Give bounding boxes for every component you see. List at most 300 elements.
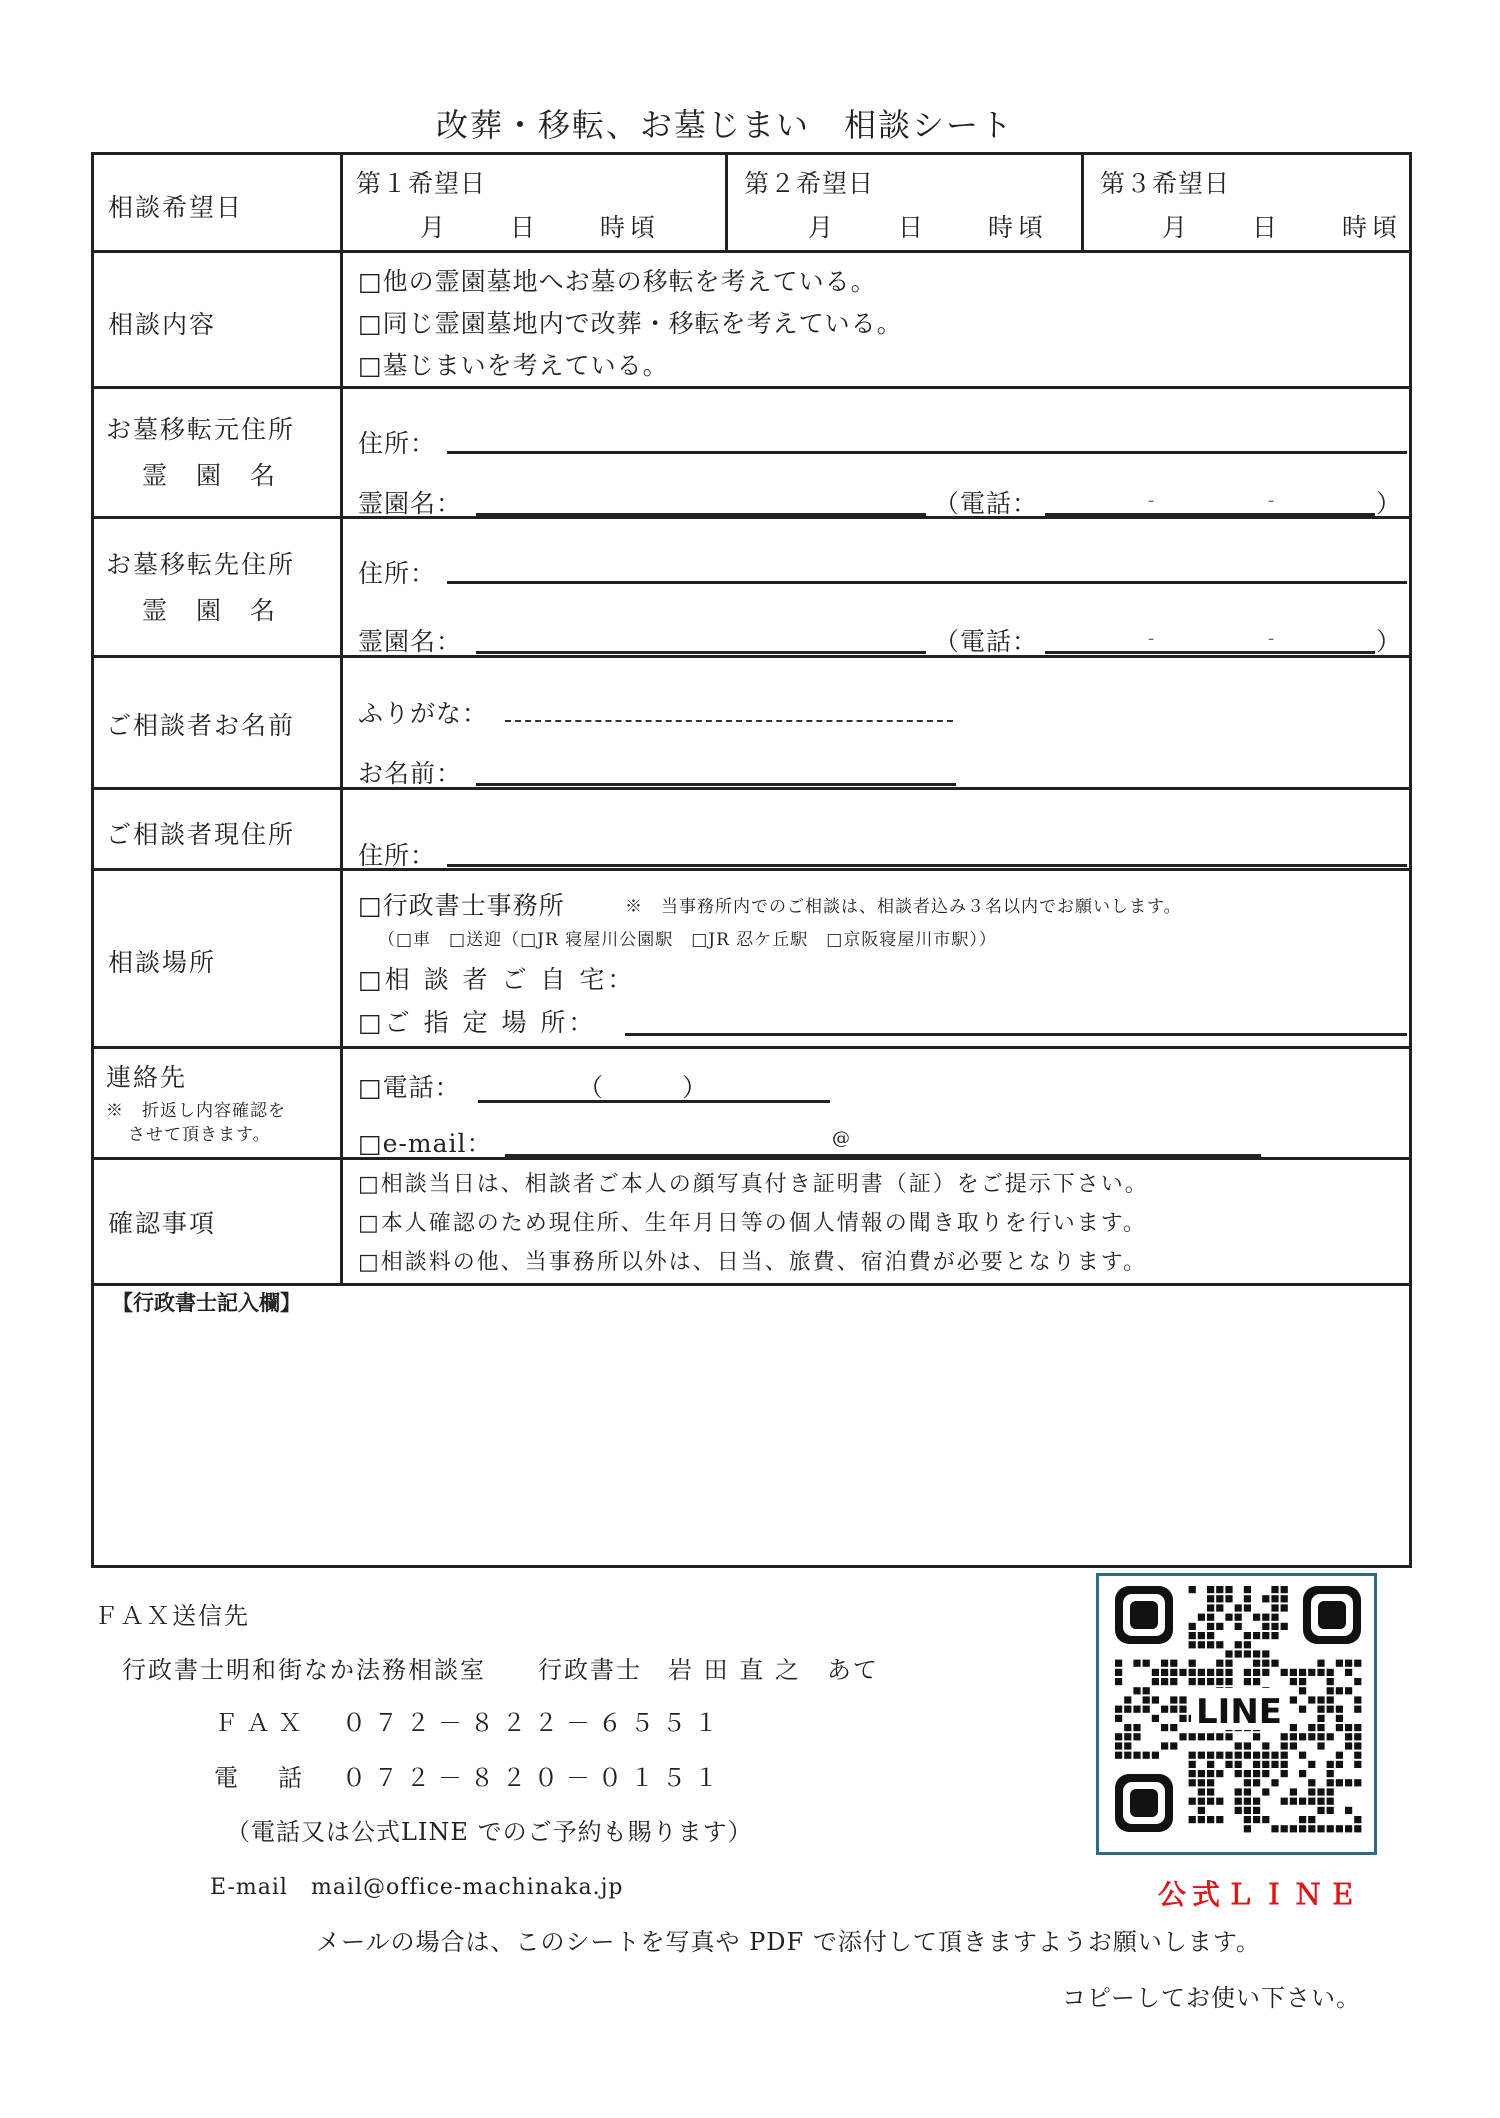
qr-module	[1354, 1706, 1361, 1713]
qr-code-image	[1099, 1576, 1374, 1852]
qr-module	[1244, 1816, 1251, 1823]
qr-module	[1253, 1816, 1260, 1823]
label-applicant-address: ご相談者現住所	[106, 820, 296, 849]
origin-address-label: 住所：	[358, 429, 437, 458]
office-use-label: 【行政書士記入欄】	[112, 1291, 301, 1315]
qr-module	[1225, 1752, 1232, 1759]
name-input[interactable]	[476, 783, 956, 786]
qr-module	[1345, 1733, 1352, 1740]
qr-module	[1143, 1687, 1150, 1694]
origin-phone-input[interactable]	[1045, 513, 1375, 516]
qr-module	[1336, 1761, 1343, 1768]
qr-module	[1271, 1614, 1278, 1621]
qr-module	[1327, 1687, 1334, 1694]
qr-module	[1327, 1669, 1334, 1676]
destination-phone-sep: -	[1268, 628, 1276, 649]
copy-note: コピーしてお使い下さい。	[1062, 1984, 1362, 2012]
qr-module	[1281, 1752, 1288, 1759]
label-destination-address: お墓移転先住所	[106, 550, 296, 579]
label-destination-cemetery: 霊 園 名	[142, 596, 278, 625]
qr-module	[1143, 1706, 1150, 1713]
qr-module	[1170, 1678, 1177, 1685]
qr-module	[1207, 1761, 1214, 1768]
qr-module	[1225, 1678, 1232, 1685]
qr-module	[1161, 1669, 1168, 1676]
qr-module	[1327, 1733, 1334, 1740]
qr-module	[1124, 1742, 1131, 1749]
qr-module	[1345, 1724, 1352, 1731]
qr-module	[1124, 1706, 1131, 1713]
qr-module	[1133, 1752, 1140, 1759]
furigana-label: ふりがな：	[358, 699, 489, 728]
qr-module	[1225, 1614, 1232, 1621]
place-transport-options[interactable]: （□車 □送迎（□JR 寝屋川公園駅 □JR 忍ケ丘駅 □京阪寝屋川市駅））	[378, 930, 997, 950]
qr-module	[1317, 1715, 1324, 1722]
destination-address-label: 住所：	[358, 559, 437, 588]
qr-module	[1336, 1724, 1343, 1731]
origin-phone-close: ）	[1376, 489, 1403, 518]
qr-module	[1262, 1788, 1269, 1795]
qr-module	[1345, 1660, 1352, 1667]
qr-module	[1345, 1779, 1352, 1786]
qr-module	[1179, 1706, 1186, 1713]
qr-finder-bottom-left	[1115, 1774, 1173, 1832]
qr-module	[1161, 1724, 1168, 1731]
qr-module	[1189, 1770, 1196, 1777]
qr-module	[1354, 1724, 1361, 1731]
qr-module	[1216, 1660, 1223, 1667]
page-title: 改葬・移転、お墓じまい 相談シート	[436, 106, 1015, 144]
qr-module	[1244, 1632, 1251, 1639]
qr-module	[1216, 1669, 1223, 1676]
qr-module	[1198, 1733, 1205, 1740]
qr-module	[1336, 1779, 1343, 1786]
origin-phone-sep: -	[1148, 490, 1156, 511]
qr-module	[1253, 1632, 1260, 1639]
date-option-2-fields[interactable]: 月 日 時頃	[808, 213, 1049, 242]
qr-module	[1271, 1779, 1278, 1786]
label-origin-cemetery: 霊 園 名	[142, 461, 278, 490]
qr-module	[1308, 1825, 1315, 1832]
qr-module	[1244, 1586, 1251, 1593]
qr-module	[1317, 1733, 1324, 1740]
qr-module	[1152, 1669, 1159, 1676]
place-option-home[interactable]: □相 談 者 ご 自 宅：	[358, 965, 636, 994]
qr-module	[1299, 1752, 1306, 1759]
qr-module	[1152, 1678, 1159, 1685]
qr-module	[1225, 1660, 1232, 1667]
qr-module	[1198, 1678, 1205, 1685]
qr-module	[1115, 1706, 1122, 1713]
qr-module	[1308, 1724, 1315, 1731]
qr-module	[1244, 1798, 1251, 1805]
qr-module	[1179, 1715, 1186, 1722]
contact-phone-label[interactable]: □電話：	[358, 1073, 461, 1102]
qr-module	[1170, 1742, 1177, 1749]
place-office-note: ※ 当事務所内でのご相談は、相談者込み３名以内でお願いします。	[625, 897, 1182, 917]
qr-module	[1327, 1798, 1334, 1805]
qr-module	[1207, 1779, 1214, 1786]
content-option-close-grave[interactable]: □墓じまいを考えている。	[358, 351, 669, 380]
qr-module	[1207, 1752, 1214, 1759]
qr-module	[1235, 1604, 1242, 1611]
date-option-2-heading: 第２希望日	[744, 169, 875, 198]
destination-address-input[interactable]	[447, 581, 1407, 584]
qr-module	[1170, 1669, 1177, 1676]
qr-module	[1262, 1660, 1269, 1667]
qr-module	[1271, 1604, 1278, 1611]
column-divider	[1081, 155, 1084, 250]
qr-module	[1253, 1650, 1260, 1657]
destination-cemetery-input[interactable]	[476, 651, 926, 654]
fax-heading: ＦＡＸ送信先	[94, 1602, 250, 1630]
qr-module	[1308, 1669, 1315, 1676]
qr-module	[1161, 1678, 1168, 1685]
origin-address-input[interactable]	[447, 451, 1407, 454]
qr-module	[1244, 1788, 1251, 1795]
furigana-input[interactable]	[505, 720, 953, 722]
qr-module	[1244, 1678, 1251, 1685]
date-option-3-fields[interactable]: 月 日 時頃	[1162, 213, 1403, 242]
qr-module	[1216, 1733, 1223, 1740]
qr-module	[1235, 1788, 1242, 1795]
qr-module	[1216, 1586, 1223, 1593]
qr-module	[1271, 1623, 1278, 1630]
qr-module	[1189, 1798, 1196, 1805]
qr-module	[1198, 1788, 1205, 1795]
qr-module	[1198, 1816, 1205, 1823]
qr-module	[1253, 1678, 1260, 1685]
row-divider	[94, 868, 1409, 871]
applicant-address-input[interactable]	[447, 864, 1407, 867]
qr-module	[1115, 1742, 1122, 1749]
qr-module	[1299, 1798, 1306, 1805]
qr-module	[1281, 1586, 1288, 1593]
qr-module	[1262, 1761, 1269, 1768]
qr-module	[1253, 1660, 1260, 1667]
date-option-1-fields[interactable]: 月 日 時頃	[420, 213, 661, 242]
qr-module	[1299, 1687, 1306, 1694]
qr-module	[1317, 1742, 1324, 1749]
column-divider	[340, 155, 343, 1283]
qr-module	[1161, 1706, 1168, 1713]
destination-phone-sep: -	[1148, 628, 1156, 649]
qr-module	[1115, 1752, 1122, 1759]
qr-module	[1235, 1798, 1242, 1805]
label-contact: 連絡先	[106, 1063, 188, 1092]
qr-module	[1225, 1669, 1232, 1676]
qr-module	[1216, 1798, 1223, 1805]
qr-module	[1244, 1669, 1251, 1676]
row-divider	[94, 250, 1409, 253]
qr-module	[1244, 1641, 1251, 1648]
qr-module	[1281, 1595, 1288, 1602]
qr-module	[1281, 1770, 1288, 1777]
qr-module	[1253, 1779, 1260, 1786]
qr-module	[1290, 1669, 1297, 1676]
qr-module	[1179, 1733, 1186, 1740]
qr-module	[1216, 1595, 1223, 1602]
qr-module	[1225, 1650, 1232, 1657]
qr-module	[1262, 1632, 1269, 1639]
qr-module	[1244, 1752, 1251, 1759]
fax-recipient: 行政書士明和街なか法務相談室 行政書士 岩 田 直 之 あて	[122, 1656, 879, 1684]
qr-module	[1235, 1641, 1242, 1648]
qr-module	[1345, 1669, 1352, 1676]
qr-module	[1336, 1715, 1343, 1722]
contact-phone-paren: （ ）	[578, 1073, 709, 1102]
qr-module	[1253, 1761, 1260, 1768]
qr-module	[1115, 1715, 1122, 1722]
qr-module	[1354, 1752, 1361, 1759]
qr-module	[1189, 1761, 1196, 1768]
qr-module	[1207, 1816, 1214, 1823]
qr-module	[1262, 1595, 1269, 1602]
office-use-area[interactable]	[97, 1320, 1406, 1560]
qr-module	[1207, 1632, 1214, 1639]
row-divider	[94, 1283, 1409, 1286]
qr-module	[1327, 1825, 1334, 1832]
content-option-relocate-same[interactable]: □同じ霊園墓地内で改葬・移転を考えている。	[358, 309, 903, 338]
official-line-caption: 公式ＬＩＮＥ	[1158, 1878, 1363, 1911]
qr-module	[1170, 1724, 1177, 1731]
qr-module	[1115, 1669, 1122, 1676]
qr-module	[1235, 1770, 1242, 1777]
qr-module	[1354, 1825, 1361, 1832]
qr-module	[1189, 1752, 1196, 1759]
content-option-relocate-other[interactable]: □他の霊園墓地へお墓の移転を考えている。	[358, 267, 877, 296]
contact-email-input[interactable]	[505, 1154, 1261, 1157]
qr-module	[1207, 1669, 1214, 1676]
qr-module	[1189, 1669, 1196, 1676]
qr-module	[1317, 1825, 1324, 1832]
qr-module	[1299, 1816, 1306, 1823]
qr-module	[1189, 1660, 1196, 1667]
qr-module	[1235, 1614, 1242, 1621]
qr-module	[1308, 1788, 1315, 1795]
qr-module	[1299, 1706, 1306, 1713]
qr-module	[1198, 1614, 1205, 1621]
qr-module	[1225, 1595, 1232, 1602]
qr-module	[1133, 1660, 1140, 1667]
qr-module	[1262, 1623, 1269, 1630]
place-option-designated[interactable]: □ご 指 定 場 所：	[358, 1008, 597, 1037]
qr-module	[1244, 1595, 1251, 1602]
qr-module	[1345, 1742, 1352, 1749]
qr-module	[1133, 1706, 1140, 1713]
qr-module	[1189, 1641, 1196, 1648]
label-consultation-place: 相談場所	[108, 948, 217, 977]
qr-module	[1317, 1807, 1324, 1814]
qr-module	[1207, 1798, 1214, 1805]
qr-module	[1354, 1660, 1361, 1667]
qr-module	[1262, 1752, 1269, 1759]
email-attachment-note: メールの場合は、このシートを写真や PDF で添付して頂きますようお願いします。	[316, 1928, 1261, 1956]
email-address[interactable]: E-mail mail@office-machinaka.jp	[210, 1875, 624, 1900]
qr-module	[1262, 1669, 1269, 1676]
qr-module	[1299, 1770, 1306, 1777]
qr-module	[1262, 1742, 1269, 1749]
qr-module	[1354, 1761, 1361, 1768]
label-applicant-name: ご相談者お名前	[106, 711, 296, 740]
tel-number: 電 話 ０７２－８２０－０１５１	[214, 1764, 726, 1792]
qr-module	[1354, 1696, 1361, 1703]
qr-module	[1281, 1742, 1288, 1749]
qr-module	[1281, 1761, 1288, 1768]
origin-cemetery-input[interactable]	[476, 513, 926, 516]
row-divider	[94, 386, 1409, 389]
qr-module	[1327, 1678, 1334, 1685]
qr-module	[1170, 1696, 1177, 1703]
qr-module	[1345, 1825, 1352, 1832]
qr-module	[1189, 1586, 1196, 1593]
qr-module	[1299, 1678, 1306, 1685]
qr-module	[1161, 1660, 1168, 1667]
qr-module	[1336, 1687, 1343, 1694]
qr-module	[1299, 1669, 1306, 1676]
qr-module	[1281, 1623, 1288, 1630]
qr-module	[1207, 1733, 1214, 1740]
qr-module	[1189, 1816, 1196, 1823]
qr-module	[1207, 1614, 1214, 1621]
qr-module	[1225, 1761, 1232, 1768]
destination-phone-close: ）	[1376, 627, 1403, 656]
contact-note-line1: ※ 折返し内容確認を	[106, 1101, 286, 1121]
qr-module	[1317, 1706, 1324, 1713]
qr-module	[1327, 1779, 1334, 1786]
qr-module	[1225, 1586, 1232, 1593]
destination-phone-input[interactable]	[1045, 651, 1375, 654]
qr-module	[1336, 1660, 1343, 1667]
qr-module	[1207, 1678, 1214, 1685]
qr-module	[1290, 1742, 1297, 1749]
qr-module	[1244, 1779, 1251, 1786]
qr-module	[1216, 1770, 1223, 1777]
qr-module	[1207, 1623, 1214, 1630]
destination-cemetery-label: 霊園名：	[358, 627, 463, 656]
qr-module	[1253, 1733, 1260, 1740]
qr-module	[1262, 1770, 1269, 1777]
qr-finder-top-right	[1303, 1586, 1361, 1644]
qr-module	[1198, 1807, 1205, 1814]
designated-place-input[interactable]	[625, 1033, 1407, 1036]
qr-module	[1336, 1825, 1343, 1832]
qr-module	[1198, 1798, 1205, 1805]
qr-module	[1216, 1641, 1223, 1648]
qr-module	[1308, 1798, 1315, 1805]
qr-module	[1327, 1696, 1334, 1703]
qr-module	[1124, 1724, 1131, 1731]
qr-module	[1235, 1623, 1242, 1630]
qr-module	[1290, 1678, 1297, 1685]
qr-module	[1308, 1779, 1315, 1786]
confirm-item-fees[interactable]: □相談料の他、当事務所以外は、日当、旅費、宿泊費が必要となります。	[358, 1250, 1148, 1275]
qr-module	[1317, 1660, 1324, 1667]
qr-module	[1253, 1798, 1260, 1805]
qr-module	[1253, 1807, 1260, 1814]
qr-module	[1244, 1825, 1251, 1832]
row-divider	[94, 1157, 1409, 1160]
qr-module	[1207, 1586, 1214, 1593]
qr-module	[1336, 1752, 1343, 1759]
qr-module	[1133, 1733, 1140, 1740]
qr-module	[1207, 1770, 1214, 1777]
qr-module	[1345, 1687, 1352, 1694]
qr-module	[1244, 1742, 1251, 1749]
label-origin-address: お墓移転元住所	[106, 415, 296, 444]
contact-note-line2: させて頂きます。	[128, 1125, 271, 1145]
qr-module	[1124, 1696, 1131, 1703]
qr-module	[1253, 1669, 1260, 1676]
place-option-office[interactable]: □行政書士事務所	[358, 891, 565, 920]
confirm-item-personal-info[interactable]: □本人確認のため現住所、生年月日等の個人情報の聞き取りを行います。	[358, 1211, 1148, 1236]
qr-module	[1317, 1788, 1324, 1795]
contact-email-label[interactable]: □e-mail：	[358, 1129, 493, 1158]
qr-module	[1244, 1807, 1251, 1814]
qr-module	[1161, 1742, 1168, 1749]
line-reservation-note: （電話又は公式LINE でのご予約も賜ります）	[226, 1818, 753, 1846]
fax-number: ＦＡＸ ０７２－８２２－６５５１	[214, 1709, 726, 1737]
qr-module	[1198, 1752, 1205, 1759]
qr-module	[1143, 1660, 1150, 1667]
origin-cemetery-label: 霊園名：	[358, 489, 463, 518]
qr-module	[1207, 1595, 1214, 1602]
qr-module	[1143, 1752, 1150, 1759]
line-qr-code[interactable]	[1096, 1573, 1377, 1855]
qr-module	[1198, 1779, 1205, 1786]
qr-module	[1133, 1724, 1140, 1731]
qr-module	[1308, 1761, 1315, 1768]
qr-module	[1290, 1724, 1297, 1731]
qr-module	[1290, 1825, 1297, 1832]
qr-module	[1317, 1669, 1324, 1676]
qr-module	[1327, 1706, 1334, 1713]
row-divider	[94, 1046, 1409, 1049]
qr-module	[1189, 1632, 1196, 1639]
qr-module	[1189, 1623, 1196, 1630]
qr-module	[1115, 1660, 1122, 1667]
qr-module	[1354, 1742, 1361, 1749]
qr-finder-top-left	[1115, 1586, 1173, 1644]
row-divider	[94, 787, 1409, 790]
qr-module	[1327, 1770, 1334, 1777]
qr-module	[1317, 1724, 1324, 1731]
qr-module	[1244, 1604, 1251, 1611]
date-option-1-heading: 第１希望日	[356, 169, 487, 198]
qr-module	[1115, 1678, 1122, 1685]
qr-module	[1271, 1586, 1278, 1593]
qr-module	[1152, 1696, 1159, 1703]
label-consultation-content: 相談内容	[108, 310, 217, 339]
label-confirmation: 確認事項	[108, 1209, 217, 1238]
qr-module	[1198, 1770, 1205, 1777]
qr-module	[1189, 1678, 1196, 1685]
qr-module	[1345, 1807, 1352, 1814]
qr-module	[1253, 1770, 1260, 1777]
confirm-item-id[interactable]: □相談当日は、相談者ご本人の顔写真付き証明書（証）をご提示下さい。	[358, 1172, 1149, 1197]
qr-module	[1290, 1798, 1297, 1805]
qr-module	[1262, 1816, 1269, 1823]
qr-module	[1290, 1788, 1297, 1795]
qr-module	[1271, 1595, 1278, 1602]
qr-module	[1354, 1733, 1361, 1740]
qr-module	[1290, 1696, 1297, 1703]
applicant-address-label: 住所：	[358, 841, 437, 870]
qr-module	[1281, 1733, 1288, 1740]
qr-module	[1235, 1742, 1242, 1749]
qr-module	[1354, 1816, 1361, 1823]
qr-module	[1354, 1678, 1361, 1685]
